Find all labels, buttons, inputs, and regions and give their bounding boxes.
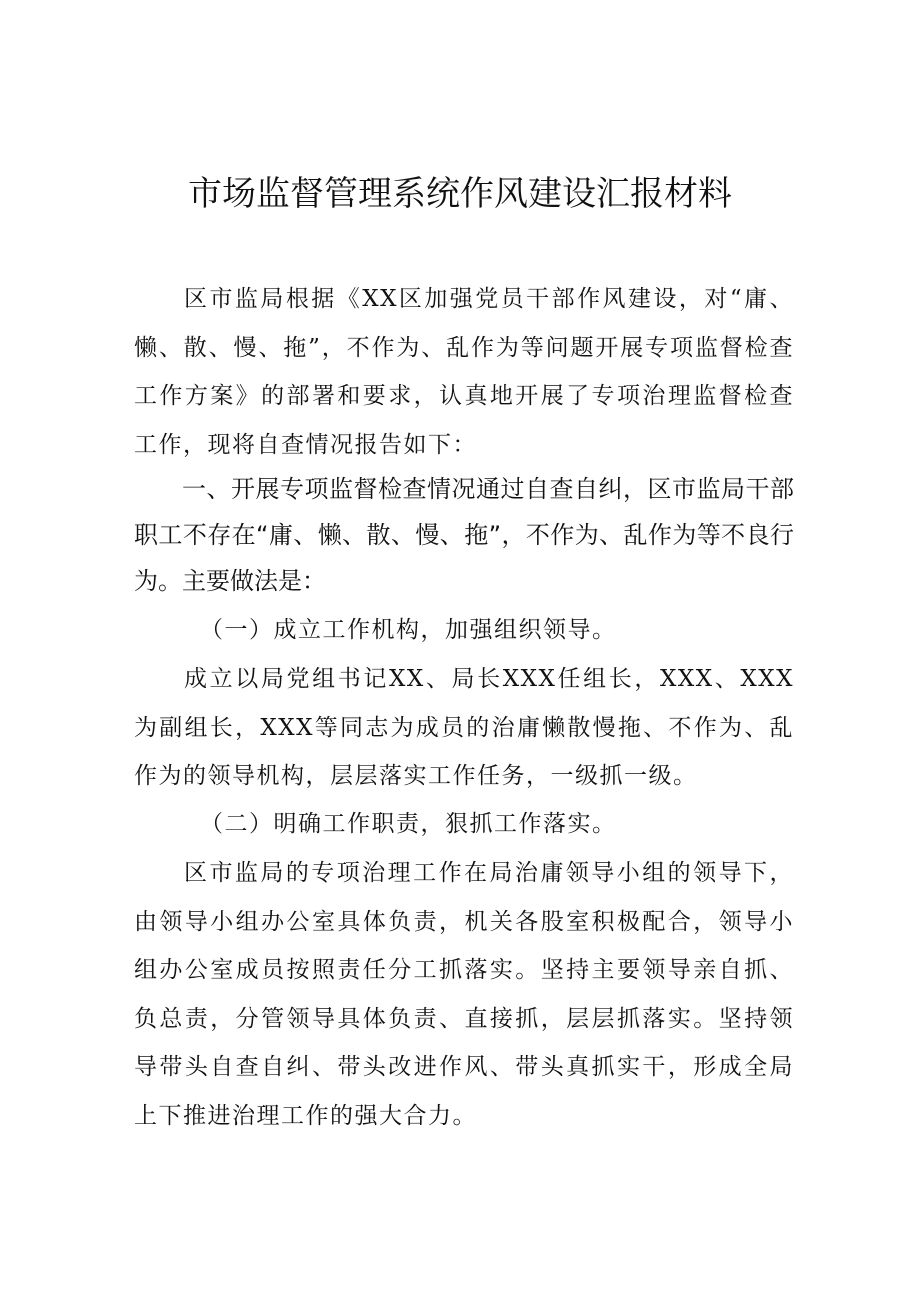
subsection-one-body: 成立以局党组书记XX、局长XXX任组长，XXX、XXX为副组长，XXX等同志为成员的治庸懒散慢拖、不作为、乱作为的领导机构，层层落实工作任务，一级抓一级。	[134, 666, 794, 789]
intro-paragraph: 区市监局根据《XX区加强党员干部作风建设，对“庸、懒、散、慢、拖”，不作为、乱作为等问题开展专项监督检查工作方案》的部署和要求，认真地开展了专项治理监督检查工作，现将自查情况报告如下：	[134, 286, 794, 458]
section-one-paragraph: 一、开展专项监督检查情况通过自查自纠，区市监局干部职工不存在“庸、懒、散、慢、拖”，不作为、乱作为等不良行为。主要做法是：	[134, 475, 794, 595]
subsection-two-heading: （二）明确工作职责，狠抓工作落实。	[200, 811, 617, 837]
subsection-one-heading: （一）成立工作机构，加强组织领导。	[200, 617, 617, 643]
document-title: 市场监督管理系统作风建设汇报材料	[188, 174, 732, 214]
subsection-two-body: 区市监局的专项治理工作在局治庸领导小组的领导下，由领导小组办公室具体负责，机关各股室积极配合，领导小组办公室成员按照责任分工抓落实。坚持主要领导亲自抓、负总责，分管领导具体负责、直接抓，层层抓落实。坚持领导带头自查自纠、带头改进作风、带头真抓实干，形成全局上下推进治理工作的强大合力。	[134, 860, 794, 1129]
